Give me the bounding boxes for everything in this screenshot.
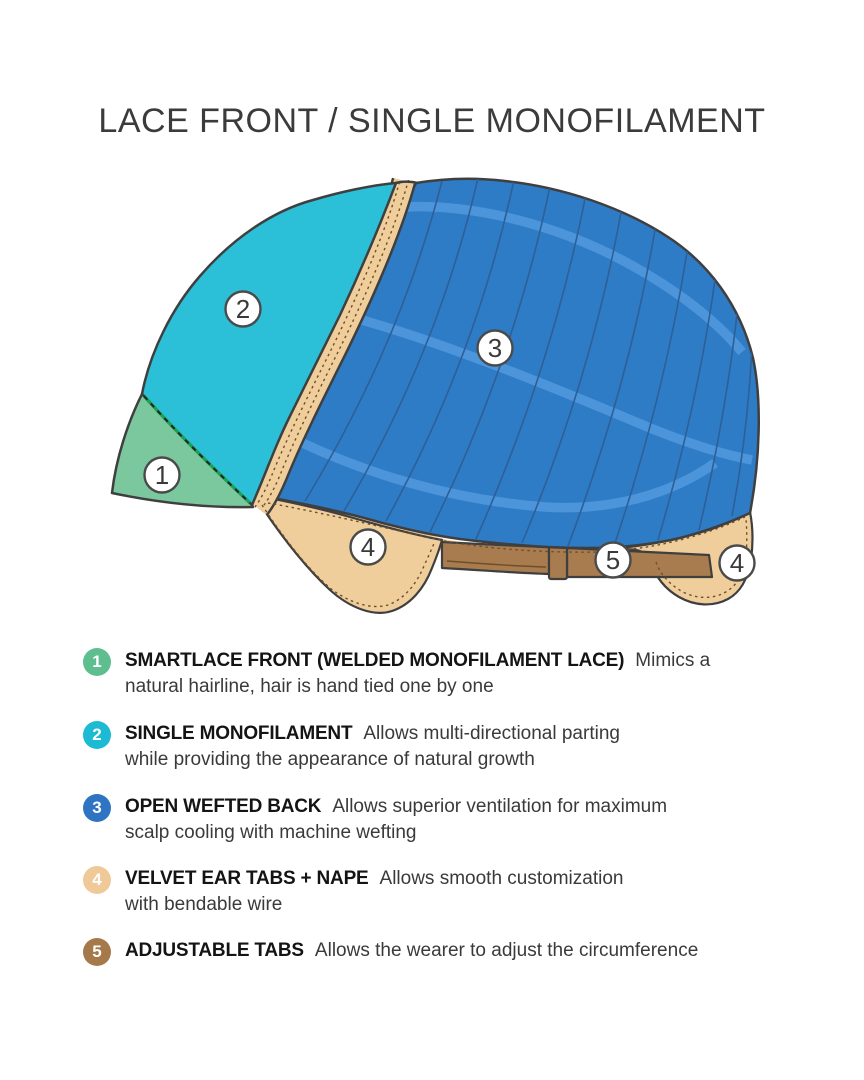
legend-badge-1 (83, 648, 111, 676)
legend-desc-1: Mimics a (635, 650, 711, 671)
callout-3 (478, 331, 513, 366)
callout-2 (226, 292, 261, 327)
legend-badge-5-number: 5 (92, 942, 102, 961)
legend-badge-2-number: 2 (92, 725, 102, 744)
legend-item-smartlace-front (83, 648, 710, 700)
callout-1 (145, 458, 180, 493)
legend-item-single-monofilament (83, 721, 620, 773)
legend-label-5: ADJUSTABLE TABS (125, 940, 304, 961)
legend-badge-3 (83, 794, 111, 822)
legend-desc-5: Allows the wearer to adjust the circumference (314, 940, 699, 961)
legend-badge-5 (83, 938, 111, 966)
legend-label-4: VELVET EAR TABS + NAPE (125, 868, 369, 889)
legend-badge-4 (83, 866, 111, 894)
legend-item-adjustable-tabs (83, 938, 698, 964)
legend-desc-1-line2: natural hairline, hair is hand tied one by one (125, 676, 494, 697)
legend-badge-1-number: 1 (92, 652, 102, 671)
legend-desc-2-line2: while providing the appearance of natural growth (125, 749, 535, 770)
legend-label-1: SMARTLACE FRONT (WELDED MONOFILAMENT LACE) (125, 650, 625, 671)
callout-1-number: 1 (154, 460, 170, 490)
legend-badge-2 (83, 721, 111, 749)
callout-4-right (720, 546, 755, 581)
callout-4-right-number: 4 (729, 548, 745, 578)
callout-3-number: 3 (487, 333, 503, 363)
legend-label-2: SINGLE MONOFILAMENT (125, 723, 353, 744)
legend-desc-4: Allows smooth customization (379, 868, 624, 889)
callout-4-left (351, 530, 386, 565)
callout-4-left-number: 4 (360, 532, 376, 562)
legend-badge-4-number: 4 (92, 870, 102, 889)
legend-desc-3: Allows superior ventilation for maximum (332, 796, 668, 817)
legend-item-open-wefted-back (83, 794, 667, 846)
callout-5-number: 5 (605, 545, 621, 575)
legend-desc-3-line2: scalp cooling with machine wefting (125, 822, 417, 843)
callout-2-number: 2 (235, 294, 251, 324)
legend-desc-2: Allows multi-directional parting (363, 723, 620, 744)
callout-5 (596, 543, 631, 578)
legend-item-velvet-ear-tabs (83, 866, 623, 918)
legend-label-3: OPEN WEFTED BACK (125, 796, 322, 817)
legend-desc-4-line2: with bendable wire (125, 894, 283, 915)
page-title: LACE FRONT / SINGLE MONOFILAMENT (98, 102, 766, 140)
legend-badge-3-number: 3 (92, 798, 102, 817)
